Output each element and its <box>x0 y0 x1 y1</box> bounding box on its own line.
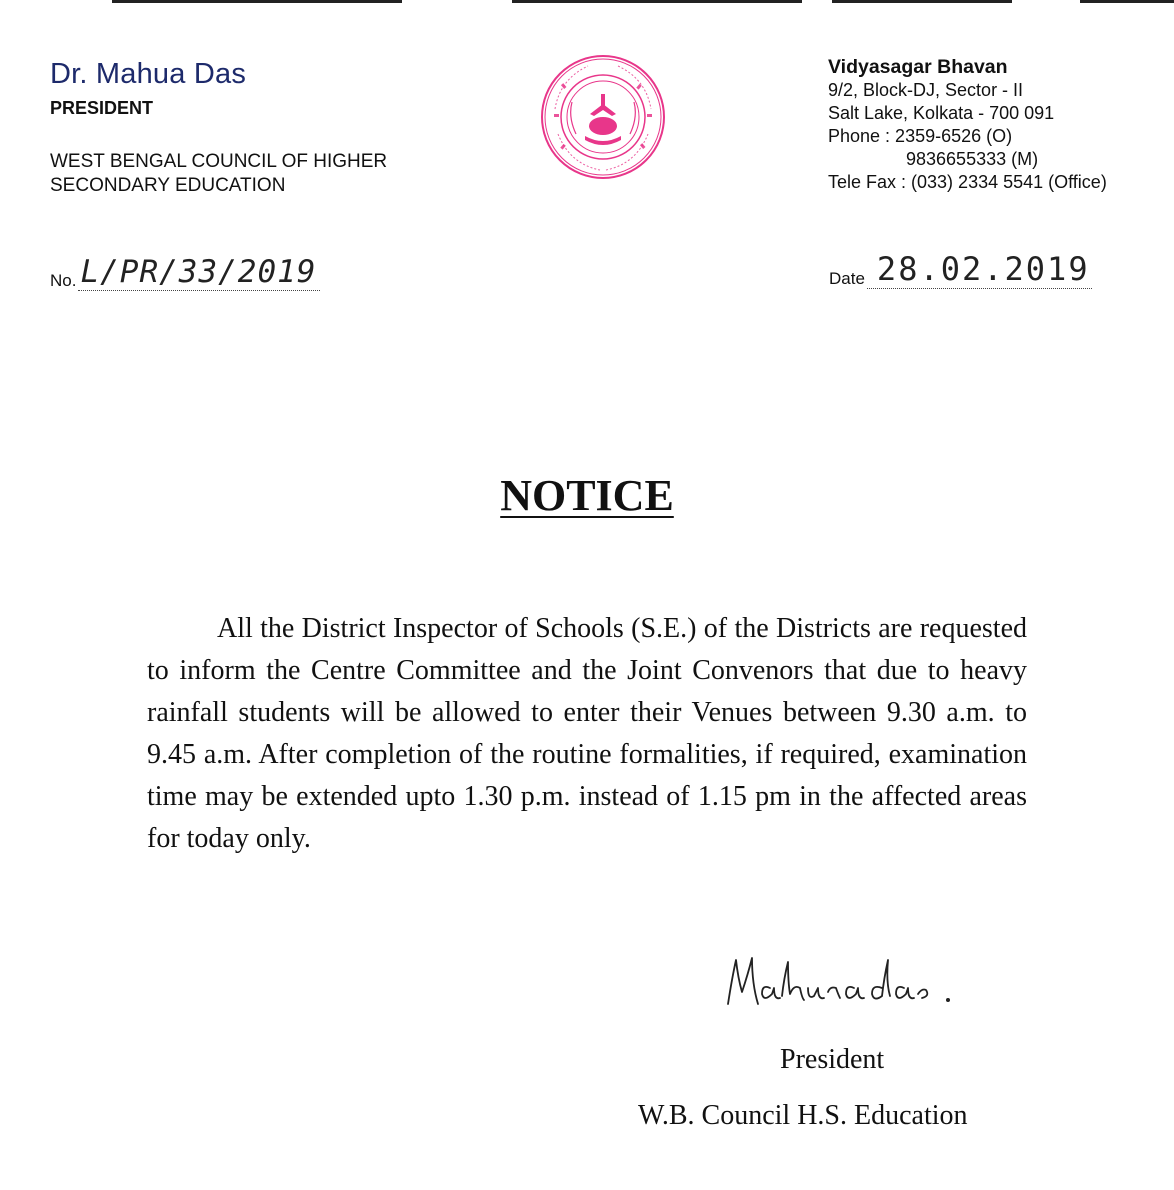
reference-number <box>50 254 320 291</box>
address-phone-office: Phone : 2359-6526 (O) <box>828 126 1013 146</box>
organization-name: WEST BENGAL COUNCIL OF HIGHER SECONDARY EDUCATION <box>50 151 388 196</box>
notice-heading-text: NOTICE <box>500 471 674 520</box>
handwritten-signature <box>722 948 962 1018</box>
address-building: Vidyasagar Bhavan <box>828 56 1008 78</box>
scan-edge-line <box>512 0 802 3</box>
president-title: PRESIDENT <box>50 98 154 118</box>
council-seal-icon <box>540 54 666 180</box>
president-name: Dr. Mahua Das <box>50 58 247 90</box>
reference-label: No. <box>50 271 77 290</box>
notice-body: All the District Inspector of Schools (S.E.) of the Districts are requested to inform the Centre Committee and the Joint Convenors that due to heavy rainfall students will be allowed to enter their Venues between 9.30 a.m. to 9.45 a.m. After completion of the routine formalities, if required, examination time may be extended upto 1.30 p.m. instead of 1.15 pm in the affected areas for today only. <box>147 613 1027 854</box>
reference-value: L/PR/33/2019 <box>78 254 320 291</box>
address-line1: 9/2, Block-DJ, Sector - II <box>828 80 1024 100</box>
address-fax: Tele Fax : (033) 2334 5541 (Office) <box>828 172 1107 192</box>
signatory-organization: W.B. Council H.S. Education <box>638 1100 968 1131</box>
notice-heading <box>0 470 1174 521</box>
date-label: Date <box>829 269 865 288</box>
scan-edge-line <box>832 0 1012 3</box>
notice-date <box>829 250 1092 289</box>
signatory-role: President <box>780 1044 885 1075</box>
scan-edge-line <box>112 0 402 3</box>
scan-edge-line <box>1080 0 1174 3</box>
date-value: 28.02.2019 <box>867 250 1092 289</box>
address-line2: Salt Lake, Kolkata - 700 091 <box>828 103 1055 123</box>
council-address <box>828 56 1107 194</box>
address-phone-mobile: 9836655333 (M) <box>906 149 1039 169</box>
